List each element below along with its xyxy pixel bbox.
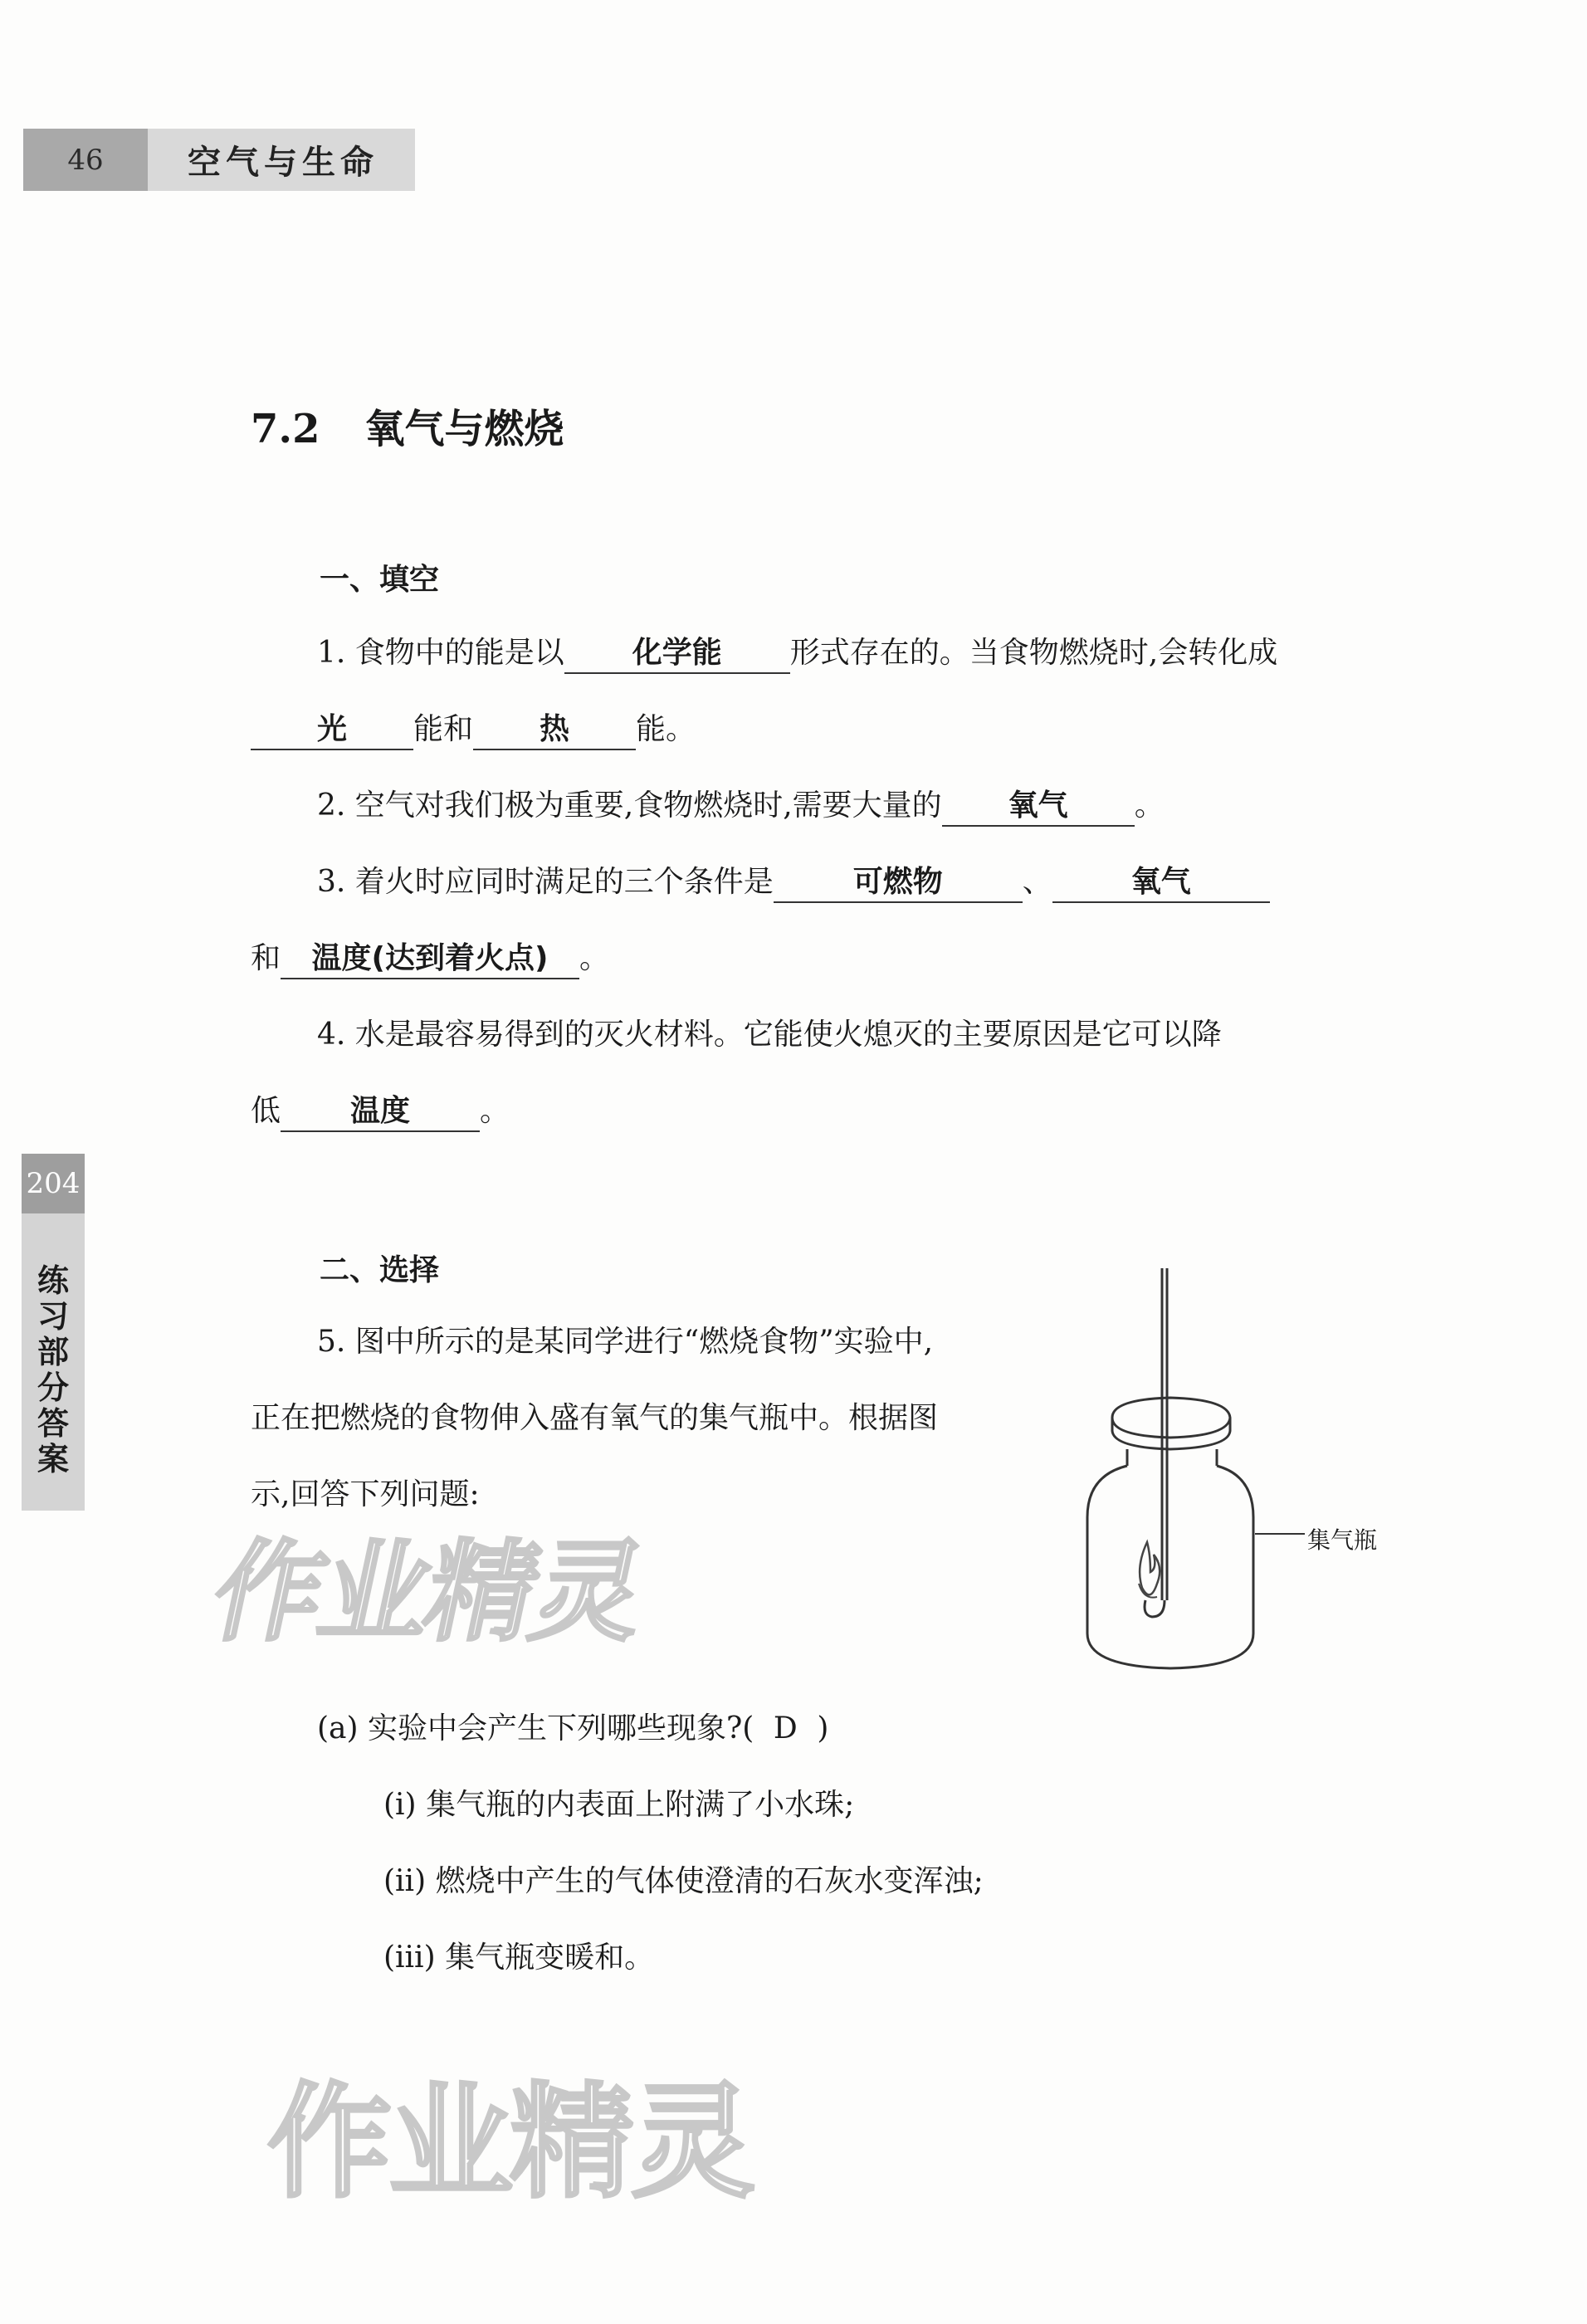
q2-line: 2. 空气对我们极为重要,食物燃烧时,需要大量的 氧气 。	[317, 785, 1165, 827]
q3-line1: 3. 着火时应同时满足的三个条件是 可燃物 、 氧气	[317, 862, 1270, 903]
side-tab-char: 答	[37, 1405, 69, 1442]
option-mark: (ⅲ)	[383, 1941, 436, 1975]
q4-line1: 4. 水是最容易得到的灭火材料。它能使火熄灭的主要原因是它可以降	[317, 1018, 1222, 1052]
q5-line1: 5. 图中所示的是某同学进行“燃烧食物”实验中,	[317, 1325, 934, 1359]
side-tab-char: 部	[37, 1334, 69, 1370]
q4-line2: 低 温度 。	[251, 1091, 510, 1132]
section-number: 7.2	[251, 406, 320, 452]
q5a-answer: D	[773, 1711, 798, 1745]
side-tab-char: 练	[37, 1262, 69, 1299]
q1-answer-2: 光	[251, 710, 413, 750]
side-tab-char: 分	[37, 1370, 69, 1406]
gas-jar-label: 集气瓶	[1307, 1526, 1378, 1554]
option-text: 集气瓶的内表面上附满了小水珠;	[426, 1788, 855, 1822]
option-ii	[383, 1861, 984, 1902]
q3-answer-3: 温度(达到着火点)	[281, 940, 579, 979]
part2-heading: 二、选择	[320, 1253, 440, 1287]
option-mark: (ⅰ)	[383, 1788, 417, 1822]
chapter-title: 空气与生命	[148, 129, 415, 191]
section-name: 氧气与燃烧	[364, 406, 564, 452]
side-tab-label	[22, 1213, 85, 1511]
q3-answer-2: 氧气	[1052, 863, 1270, 903]
side-tab-char: 习	[37, 1298, 69, 1335]
q1-answer-1: 化学能	[564, 634, 790, 674]
part1-heading: 一、填空	[320, 563, 440, 597]
q1-line1: 1. 食物中的能是以 化学能 形式存在的。当食物燃烧时,会转化成	[317, 632, 1277, 674]
q3-answer-1: 可燃物	[774, 863, 1023, 903]
option-i	[383, 1784, 854, 1826]
option-mark: (ⅱ)	[383, 1864, 427, 1898]
side-tab-char: 案	[37, 1441, 69, 1477]
option-text: 燃烧中产生的气体使澄清的石灰水变浑浊;	[435, 1864, 984, 1898]
watermark: 作业精灵	[267, 2071, 753, 2215]
option-text: 集气瓶变暖和。	[445, 1941, 655, 1975]
option-iii	[383, 1937, 654, 1979]
q1-answer-3: 热	[473, 710, 636, 750]
q5-line2: 正在把燃烧的食物伸入盛有氧气的集气瓶中。根据图	[251, 1401, 939, 1435]
q5-line3: 示,回答下列问题:	[251, 1477, 480, 1511]
q5a-line: (a) 实验中会产生下列哪些现象?( D )	[317, 1708, 828, 1750]
q2-answer: 氧气	[942, 787, 1135, 827]
side-page-number: 204	[22, 1154, 85, 1213]
q4-answer: 温度	[281, 1092, 480, 1132]
section-title	[251, 397, 564, 454]
header-page-number: 46	[23, 129, 148, 191]
q3-line2: 和 温度(达到着火点) 。	[251, 938, 609, 979]
q1-line2: 光 能和 热 能。	[251, 709, 696, 750]
gas-jar-figure	[1071, 1268, 1436, 1683]
watermark: 作业精灵	[202, 1529, 654, 1657]
